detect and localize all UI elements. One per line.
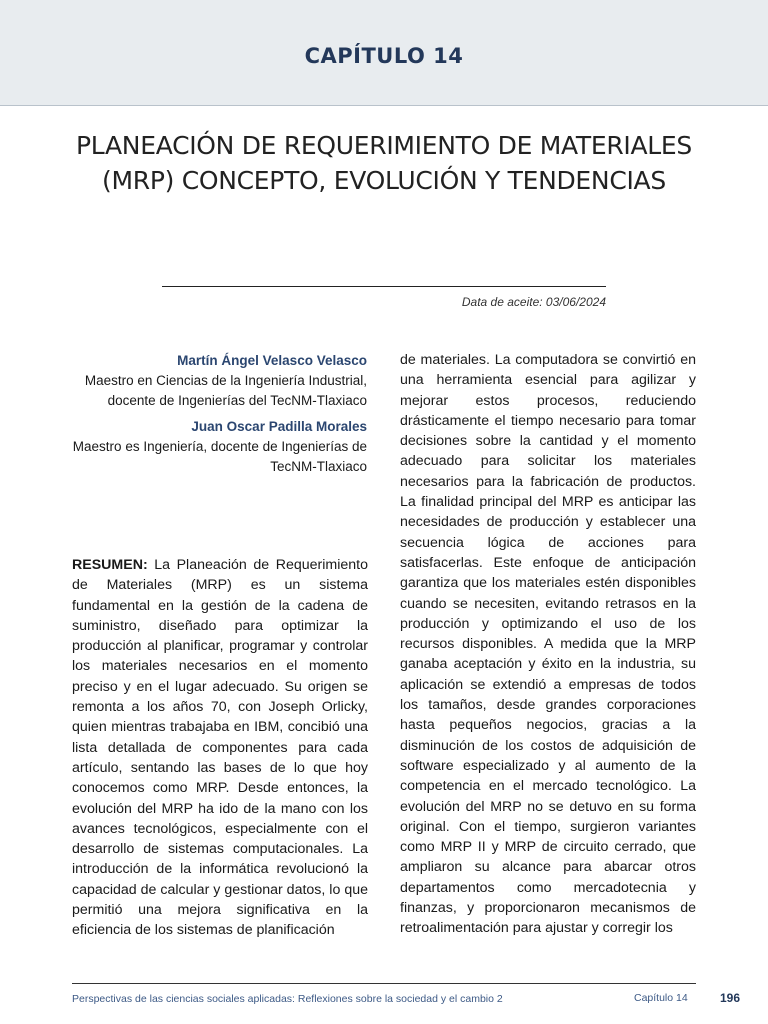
author-name: Martín Ángel Velasco Velasco: [177, 353, 367, 368]
author-list: [72, 351, 367, 483]
author-affiliation: Maestro es Ingeniería, docente de Ingenierías de TecNM-Tlaxiaco: [72, 439, 367, 474]
page-number: 196: [720, 991, 741, 1005]
abstract-column-left: [72, 555, 368, 941]
acceptance-date: Data de aceite: 03/06/2024: [461, 295, 606, 309]
article-title: PLANEACIÓN DE REQUERIMIENTO DE MATERIALES (MRP) CONCEPTO, EVOLUCIÓN Y TENDENCIAS: [76, 131, 692, 195]
footer-divider: [72, 983, 696, 984]
author-name: Juan Oscar Padilla Morales: [191, 419, 367, 434]
footer-book-title: Perspectivas de las ciencias sociales aplicadas: Reflexiones sobre la sociedad y el cambio 2: [72, 993, 503, 1005]
abstract-column-right: de materiales. La computadora se convirtió en una herramienta esencial para agilizar y mejorar estos procesos, reduciendo drásticamente el tiempo necesario para tomar decisiones sobre la cantidad y el momento adecuado para solicitar los materiales necesarios para la fabricación de productos. La finalidad principal del MRP es anticipar las necesidades de producción y establecer una secuencia lógica de acciones para satisfacerlas. Este enfoque de anticipación garantiza que los materiales estén disponibles cuando se necesiten, evitando retrasos en la producción y optimizando el uso de los recursos disponibles. A medida que la MRP ganaba aceptación y éxito en la industria, su aplicación se extendió a empresas de todos los tamaños, desde grandes corporaciones hasta pequeños negocios, gracias a la disminución de los costos de adquisición de software especializado y al aumento de la competencia en el mercado tecnológico. La evolución del MRP no se detuvo en su forma original. Con el tiempo, surgieron variantes como MRP II y MRP de circuito cerrado, que ampliaron su alcance para abarcar otros departamentos como mercadotecnia y finanzas, y proporcionaron mecanismos de retroalimentación para ajustar y corregir los: [400, 352, 696, 937]
author-block: [72, 351, 367, 411]
abstract-text-left: La Planeación de Requerimiento de Materiales (MRP) es un sistema fundamental en la gestión de la cadena de suministro, diseñado para optimizar la producción al planificar, programar y controlar los materiales necesarios en el momento preciso y en el lugar adecuado. Su origen se remonta a los años 70, con Joseph Orlicky, quien mientras trabajaba en IBM, concibió una lista detallada de componentes para cada artículo, sentando las bases de lo que hoy conocemos como MRP. Desde entonces, la evolución del MRP ha ido de la mano con los avances tecnológicos, especialmente con el desarrollo de sistemas computacionales. La introducción de la informática revolucionó la capacidad de calcular y gestionar datos, lo que permitió una mejora significativa en la eficiencia de los sistemas de planificación: [72, 557, 368, 939]
title-divider: [162, 286, 606, 287]
author-affiliation: Maestro en Ciencias de la Ingeniería Industrial, docente de Ingenierías del TecNM-Tlaxiaco: [84, 373, 367, 408]
author-block: [72, 417, 367, 477]
footer-chapter: Capítulo 14: [634, 992, 688, 1004]
chapter-label: CAPÍTULO 14: [304, 44, 464, 68]
chapter-header-band: [0, 0, 768, 106]
abstract-label: RESUMEN:: [72, 557, 148, 573]
